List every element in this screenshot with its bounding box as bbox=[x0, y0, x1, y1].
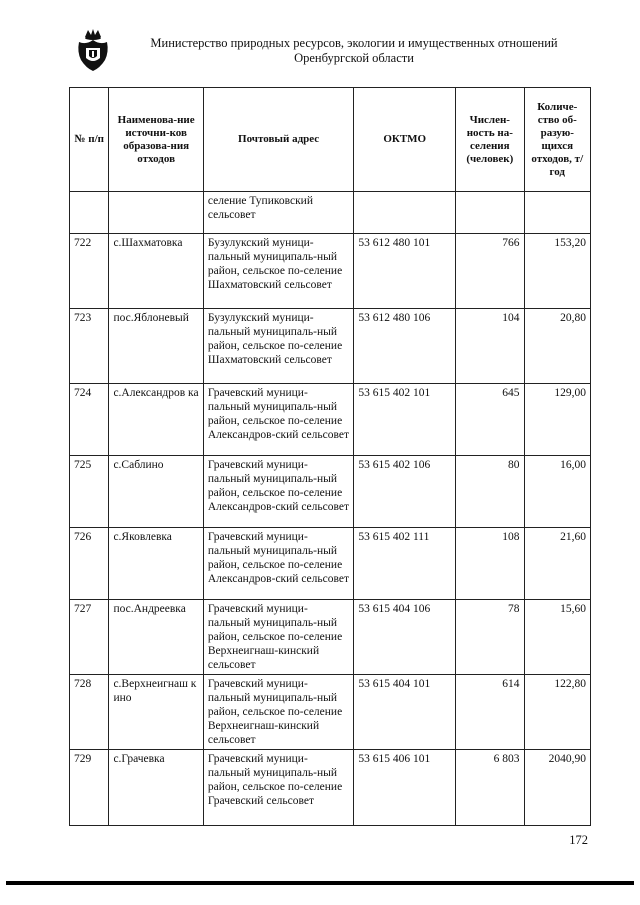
cell-oktmo: 53 615 404 101 bbox=[354, 675, 456, 750]
cell-name: пос.Андреевка bbox=[109, 600, 203, 675]
cell-number: 726 bbox=[70, 528, 109, 600]
cell-number: 727 bbox=[70, 600, 109, 675]
column-header-oktmo: ОКТМО bbox=[354, 88, 456, 192]
cell-address: Бузулукский муници-пальный муниципаль-ный район, сельское по-селение Шахматовский сельсовет bbox=[203, 234, 353, 309]
cell-name: с.Шахматовка bbox=[109, 234, 203, 309]
cell-name: с.Яковлевка bbox=[109, 528, 203, 600]
cell-population: 104 bbox=[456, 309, 524, 384]
table-row bbox=[70, 309, 591, 384]
cell-address: Грачевский муници-пальный муниципаль-ный район, сельское по-селение Верхнеигнаш-кинский сельсовет bbox=[203, 600, 353, 675]
column-header-number: № п/п bbox=[70, 88, 109, 192]
region-name: Оренбургской области bbox=[294, 51, 414, 65]
cell-population: 6 803 bbox=[456, 750, 524, 826]
cell-address: Грачевский муници-пальный муниципаль-ный район, сельское по-селение Александров-ский сельсовет bbox=[203, 528, 353, 600]
waste-sources-table bbox=[69, 87, 591, 826]
cell-name: с.Александров ка bbox=[109, 384, 203, 456]
cell-name: с.Саблино bbox=[109, 456, 203, 528]
footer-divider bbox=[6, 881, 634, 885]
cell-number: 728 bbox=[70, 675, 109, 750]
cell-population: 766 bbox=[456, 234, 524, 309]
cell-waste: 21,60 bbox=[524, 528, 590, 600]
cell-population: 80 bbox=[456, 456, 524, 528]
column-header-population: Числен-ность на-селения (человек) bbox=[456, 88, 524, 192]
cell-address: Грачевский муници-пальный муниципаль-ный район, сельское по-селение Александров-ский сельсовет bbox=[203, 456, 353, 528]
cell-number: 722 bbox=[70, 234, 109, 309]
cell-population: 78 bbox=[456, 600, 524, 675]
table-row bbox=[70, 456, 591, 528]
cell-address: Бузулукский муници-пальный муниципаль-ный район, сельское по-селение Шахматовский сельсовет bbox=[203, 309, 353, 384]
cell-name: с.Верхнеигнаш кино bbox=[109, 675, 203, 750]
table-header-row bbox=[70, 88, 591, 192]
table-row bbox=[70, 384, 591, 456]
cell-address: Грачевский муници-пальный муниципаль-ный район, сельское по-селение Верхнеигнаш-кинский сельсовет bbox=[203, 675, 353, 750]
cell-oktmo: 53 612 480 101 bbox=[354, 234, 456, 309]
cell-waste: 15,60 bbox=[524, 600, 590, 675]
cell-address: Грачевский муници-пальный муниципаль-ный район, сельское по-селение Грачевский сельсовет bbox=[203, 750, 353, 826]
cell-waste: 2040,90 bbox=[524, 750, 590, 826]
cell-number: 723 bbox=[70, 309, 109, 384]
cell-oktmo: 53 615 402 101 bbox=[354, 384, 456, 456]
cell-waste: 129,00 bbox=[524, 384, 590, 456]
cell-waste: 16,00 bbox=[524, 456, 590, 528]
cell-number: 725 bbox=[70, 456, 109, 528]
cell-waste: 122,80 bbox=[524, 675, 590, 750]
cell-address: Грачевский муници-пальный муниципаль-ный район, сельское по-селение Александров-ский сельсовет bbox=[203, 384, 353, 456]
cell-oktmo: 53 615 406 101 bbox=[354, 750, 456, 826]
cell-name: с.Грачевка bbox=[109, 750, 203, 826]
cell-population: 645 bbox=[456, 384, 524, 456]
table-row bbox=[70, 600, 591, 675]
cell-address: селение Тупиковский сельсовет bbox=[203, 192, 353, 234]
table-row bbox=[70, 528, 591, 600]
table-row bbox=[70, 675, 591, 750]
cell-oktmo: 53 615 402 111 bbox=[354, 528, 456, 600]
cell-name: пос.Яблоневый bbox=[109, 309, 203, 384]
column-header-address: Почтовый адрес bbox=[203, 88, 353, 192]
table-row bbox=[70, 234, 591, 309]
ministry-name: Министерство природных ресурсов, экологии и имущественных отношений bbox=[150, 36, 558, 50]
cell-oktmo: 53 615 404 106 bbox=[354, 600, 456, 675]
cell-population: 108 bbox=[456, 528, 524, 600]
document-header bbox=[118, 36, 590, 66]
coat-of-arms-icon bbox=[76, 28, 110, 72]
table-row-continuation bbox=[70, 192, 591, 234]
cell-number: 724 bbox=[70, 384, 109, 456]
column-header-waste-amount: Количе-ство об-разую-щихся отходов, т/год bbox=[524, 88, 590, 192]
page-number: 172 bbox=[569, 833, 588, 847]
cell-waste: 153,20 bbox=[524, 234, 590, 309]
cell-number: 729 bbox=[70, 750, 109, 826]
cell-oktmo: 53 615 402 106 bbox=[354, 456, 456, 528]
table-row bbox=[70, 750, 591, 826]
column-header-source-name: Наименова-ние источни-ков образова-ния отходов bbox=[109, 88, 203, 192]
cell-oktmo: 53 612 480 106 bbox=[354, 309, 456, 384]
cell-population: 614 bbox=[456, 675, 524, 750]
cell-waste: 20,80 bbox=[524, 309, 590, 384]
